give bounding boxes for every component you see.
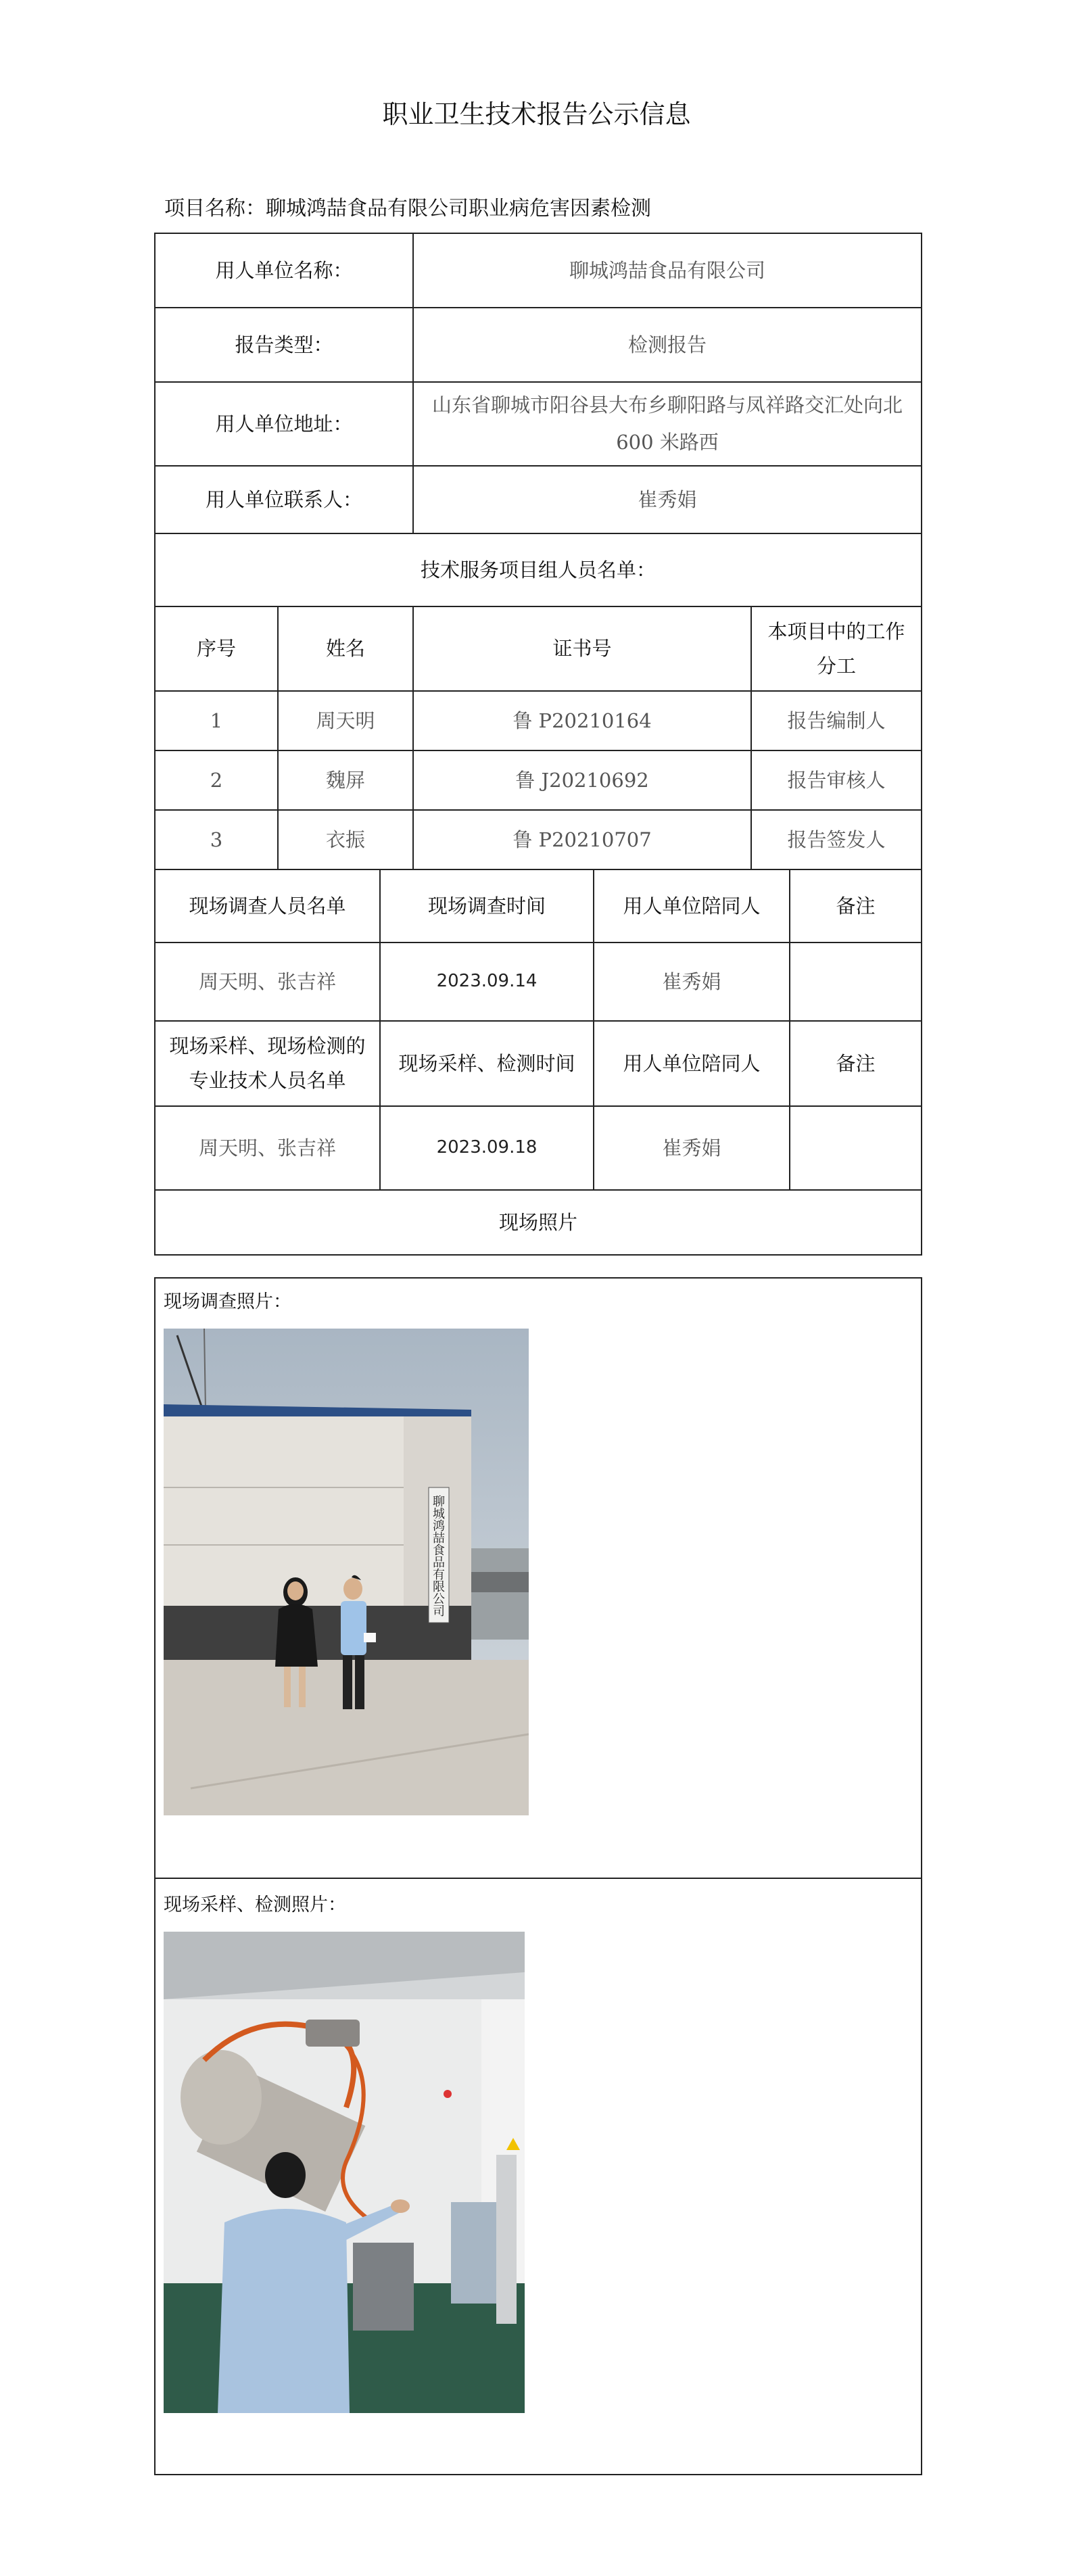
survey-staff: 周天明、张吉祥	[155, 943, 380, 1021]
table-row	[155, 810, 922, 869]
photos-header-row	[155, 1190, 922, 1255]
sampling-time: 2023.09.18	[380, 1106, 594, 1190]
team-header: 技术服务项目组人员名单：	[155, 533, 922, 606]
column-header: 用人单位陪同人	[594, 869, 790, 943]
info-table	[154, 233, 922, 870]
member-role: 报告编制人	[751, 691, 922, 750]
column-header: 证书号	[413, 606, 751, 691]
column-header: 现场采样、检测时间	[380, 1021, 594, 1106]
member-cert: 鲁 P20210164	[413, 691, 751, 750]
project-name: 项目名称：聊城鸿喆食品有限公司职业病危害因素检测	[164, 197, 651, 220]
team-columns-row	[155, 606, 922, 691]
table-row	[155, 943, 922, 1021]
member-cert: 鲁 P20210707	[413, 810, 751, 869]
info-label: 用人单位联系人：	[155, 466, 413, 533]
member-cert: 鲁 J20210692	[413, 750, 751, 810]
table-row	[155, 691, 922, 750]
info-row	[155, 233, 922, 308]
member-name: 魏屏	[278, 750, 413, 810]
column-header: 备注	[790, 869, 922, 943]
page-title: 职业卫生技术报告公示信息	[382, 99, 691, 129]
info-value: 崔秀娟	[413, 466, 922, 533]
survey-header-row	[155, 869, 922, 943]
member-name: 衣振	[278, 810, 413, 869]
sampling-staff: 周天明、张吉祥	[155, 1106, 380, 1190]
sampling-photo-label: 现场采样、检测照片：	[164, 1894, 346, 1915]
table-row	[155, 1106, 922, 1190]
member-no: 3	[155, 810, 278, 869]
info-value: 检测报告	[413, 308, 922, 382]
sampling-header-row	[155, 1021, 922, 1106]
info-row	[155, 466, 922, 533]
photo-box	[154, 1277, 922, 2475]
sampling-note	[790, 1106, 922, 1190]
site-survey-photo	[164, 1329, 529, 1815]
column-header: 现场调查人员名单	[155, 869, 380, 943]
column-header: 用人单位陪同人	[594, 1021, 790, 1106]
column-header: 现场采样、现场检测的专业技术人员名单	[155, 1021, 380, 1106]
column-header: 本项目中的工作分工	[751, 606, 922, 691]
table-row	[155, 750, 922, 810]
team-header-row	[155, 533, 922, 606]
sampling-escort: 崔秀娟	[594, 1106, 790, 1190]
survey-note	[790, 943, 922, 1021]
sign-text: 聊城鸿喆食品有限公司	[433, 1495, 445, 1618]
column-header: 序号	[155, 606, 278, 691]
member-no: 1	[155, 691, 278, 750]
info-row	[155, 382, 922, 466]
survey-table	[154, 869, 922, 1256]
column-header: 现场调查时间	[380, 869, 594, 943]
photos-header: 现场照片	[155, 1190, 922, 1255]
info-label: 用人单位地址：	[155, 382, 413, 466]
info-row	[155, 308, 922, 382]
info-value: 聊城鸿喆食品有限公司	[413, 233, 922, 308]
member-no: 2	[155, 750, 278, 810]
info-label: 用人单位名称：	[155, 233, 413, 308]
section-divider	[156, 1878, 921, 1879]
column-header: 备注	[790, 1021, 922, 1106]
column-header: 姓名	[278, 606, 413, 691]
site-sampling-photo	[164, 1932, 525, 2413]
survey-escort: 崔秀娟	[594, 943, 790, 1021]
survey-time: 2023.09.14	[380, 943, 594, 1021]
info-value: 山东省聊城市阳谷县大布乡聊阳路与凤祥路交汇处向北600 米路西	[413, 382, 922, 466]
member-role: 报告签发人	[751, 810, 922, 869]
info-label: 报告类型：	[155, 308, 413, 382]
survey-photo-label: 现场调查照片：	[164, 1291, 291, 1312]
member-name: 周天明	[278, 691, 413, 750]
member-role: 报告审核人	[751, 750, 922, 810]
